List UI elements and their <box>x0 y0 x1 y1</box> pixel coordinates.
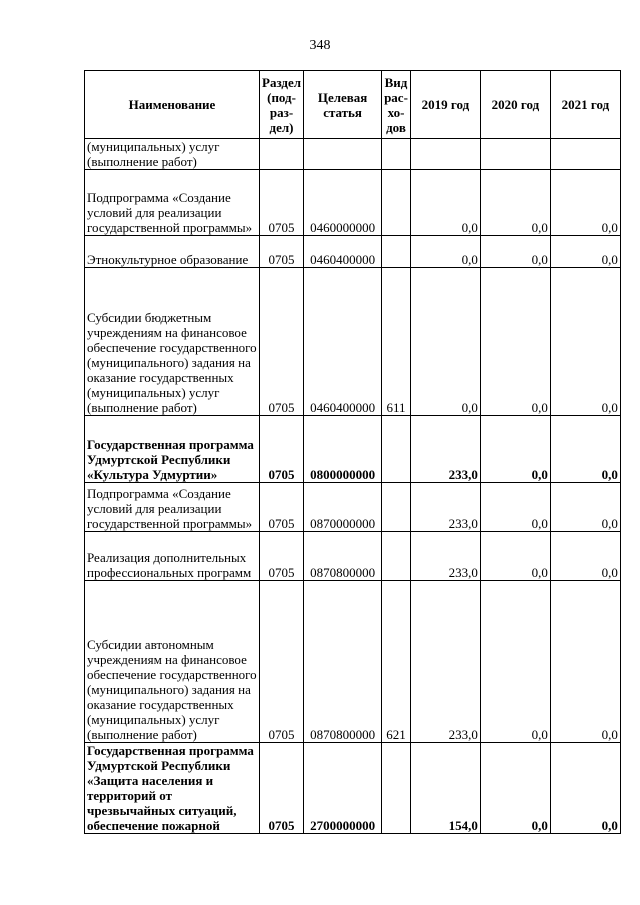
table-row <box>85 139 621 170</box>
cell-section: 0705 <box>260 483 304 532</box>
cell-y2020: 0,0 <box>480 416 550 483</box>
cell-name: Подпрограмма «Создание условий для реализации государственной программы» <box>85 483 260 532</box>
cell-vid <box>382 743 411 834</box>
cell-vid <box>382 236 411 268</box>
cell-target: 0870000000 <box>304 483 382 532</box>
table-row <box>85 416 621 483</box>
header-2019: 2019 год <box>410 71 480 139</box>
cell-y2021: 0,0 <box>550 236 620 268</box>
cell-section: 0705 <box>260 532 304 581</box>
header-row <box>85 71 621 139</box>
cell-target: 0460400000 <box>304 236 382 268</box>
header-vid: Вид рас-хо-дов <box>382 71 411 139</box>
header-name: Наименование <box>85 71 260 139</box>
cell-y2019: 233,0 <box>410 581 480 743</box>
cell-y2020: 0,0 <box>480 743 550 834</box>
cell-y2020 <box>480 139 550 170</box>
table-row <box>85 743 621 834</box>
cell-section: 0705 <box>260 170 304 236</box>
cell-section: 0705 <box>260 268 304 416</box>
cell-name: Подпрограмма «Создание условий для реализации государственной программы» <box>85 170 260 236</box>
header-2021: 2021 год <box>550 71 620 139</box>
cell-y2020: 0,0 <box>480 268 550 416</box>
cell-target: 0800000000 <box>304 416 382 483</box>
cell-name: Этнокультурное образование <box>85 236 260 268</box>
header-2020: 2020 год <box>480 71 550 139</box>
cell-vid <box>382 416 411 483</box>
cell-vid: 611 <box>382 268 411 416</box>
cell-name: Субсидии бюджетным учреждениям на финансовое обеспечение государственного (муниципального) задания на оказание государственных (муниципальных) услуг (выполнение работ) <box>85 268 260 416</box>
page-number: 348 <box>309 38 331 53</box>
cell-name: Реализация дополнительных профессиональных программ <box>85 532 260 581</box>
cell-name: Государственная программа Удмуртской Республики «Защита населения и территорий от чрезвычайных ситуаций, обеспечение пожарной <box>85 743 260 834</box>
cell-y2021: 0,0 <box>550 581 620 743</box>
cell-vid <box>382 483 411 532</box>
cell-section: 0705 <box>260 416 304 483</box>
table-row <box>85 532 621 581</box>
budget-table <box>84 70 621 834</box>
cell-y2019 <box>410 139 480 170</box>
cell-section: 0705 <box>260 581 304 743</box>
cell-y2019: 154,0 <box>410 743 480 834</box>
cell-vid <box>382 532 411 581</box>
cell-y2019: 233,0 <box>410 416 480 483</box>
table-row <box>85 236 621 268</box>
cell-target: 0870800000 <box>304 581 382 743</box>
table-row <box>85 581 621 743</box>
cell-y2020: 0,0 <box>480 581 550 743</box>
table-row <box>85 268 621 416</box>
cell-name: (муниципальных) услуг (выполнение работ) <box>85 139 260 170</box>
cell-vid <box>382 170 411 236</box>
table-row <box>85 483 621 532</box>
cell-section: 0705 <box>260 236 304 268</box>
header-target: Целевая статья <box>304 71 382 139</box>
cell-y2020: 0,0 <box>480 532 550 581</box>
cell-y2021: 0,0 <box>550 416 620 483</box>
cell-target: 2700000000 <box>304 743 382 834</box>
header-section: Раздел (под-раз-дел) <box>260 71 304 139</box>
cell-y2021 <box>550 139 620 170</box>
cell-y2019: 233,0 <box>410 483 480 532</box>
cell-section <box>260 139 304 170</box>
cell-y2020: 0,0 <box>480 483 550 532</box>
table-row <box>85 170 621 236</box>
cell-y2019: 0,0 <box>410 268 480 416</box>
cell-vid: 621 <box>382 581 411 743</box>
cell-y2020: 0,0 <box>480 170 550 236</box>
cell-target: 0460000000 <box>304 170 382 236</box>
cell-y2021: 0,0 <box>550 743 620 834</box>
cell-name: Государственная программа Удмуртской Республики «Культура Удмуртии» <box>85 416 260 483</box>
cell-y2021: 0,0 <box>550 483 620 532</box>
cell-y2021: 0,0 <box>550 268 620 416</box>
cell-section: 0705 <box>260 743 304 834</box>
cell-name: Субсидии автономным учреждениям на финансовое обеспечение государственного (муниципального) задания на оказание государственных (муниципальных) услуг (выполнение работ) <box>85 581 260 743</box>
cell-y2020: 0,0 <box>480 236 550 268</box>
cell-target: 0460400000 <box>304 268 382 416</box>
cell-y2019: 0,0 <box>410 170 480 236</box>
cell-y2021: 0,0 <box>550 532 620 581</box>
cell-y2019: 0,0 <box>410 236 480 268</box>
cell-vid <box>382 139 411 170</box>
cell-target <box>304 139 382 170</box>
cell-y2021: 0,0 <box>550 170 620 236</box>
cell-y2019: 233,0 <box>410 532 480 581</box>
cell-target: 0870800000 <box>304 532 382 581</box>
